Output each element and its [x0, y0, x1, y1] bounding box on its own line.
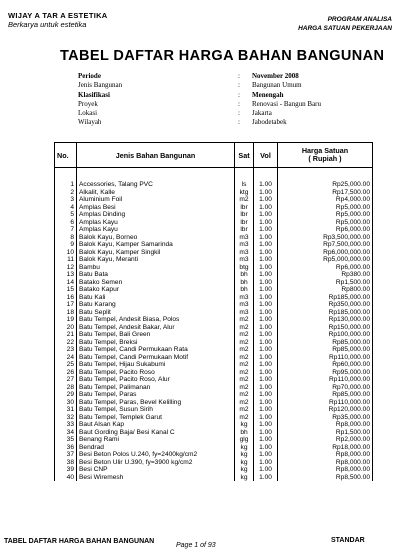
cell-no: 19 — [55, 316, 77, 324]
cell-no: 37 — [55, 451, 77, 459]
cell-name: Batako Semen — [77, 279, 235, 287]
price-table — [54, 142, 373, 481]
cell-price: Rp185,000.00 — [278, 294, 373, 302]
cell-no: 10 — [55, 249, 77, 257]
cell-vol: 1.00 — [254, 346, 278, 354]
cell-price: Rp85,000.00 — [278, 339, 373, 347]
table-row — [55, 226, 373, 234]
cell-price: Rp150,000.00 — [278, 324, 373, 332]
cell-unit: m2 — [235, 391, 254, 399]
cell-no: 35 — [55, 436, 77, 444]
table-row — [55, 369, 373, 377]
info-row — [78, 100, 321, 109]
page-number: Page 1 of 93 — [176, 542, 216, 549]
cell-unit: bh — [235, 429, 254, 437]
spacer-cell — [278, 168, 373, 182]
cell-name: Alkalit, Kalle — [77, 189, 235, 197]
cell-name: Balok Kayu, Borneo — [77, 234, 235, 242]
cell-vol: 1.00 — [254, 279, 278, 287]
cell-price: Rp1,500.00 — [278, 279, 373, 287]
table-row — [55, 271, 373, 279]
cell-no: 30 — [55, 399, 77, 407]
cell-no: 4 — [55, 204, 77, 212]
cell-price: Rp2,000.00 — [278, 436, 373, 444]
cell-no: 14 — [55, 279, 77, 287]
cell-no: 5 — [55, 211, 77, 219]
cell-vol: 1.00 — [254, 429, 278, 437]
info-label: Proyek — [78, 99, 98, 108]
cell-name: Besi Beton Polos U.240, fy=2400kg/cm2 — [77, 451, 235, 459]
cell-unit: m2 — [235, 316, 254, 324]
info-label: Wilayah — [78, 118, 102, 127]
cell-unit: m2 — [235, 369, 254, 377]
info-separator: : — [238, 99, 240, 108]
cell-no: 3 — [55, 196, 77, 204]
cell-unit: m2 — [235, 196, 254, 204]
cell-price: Rp18,000.00 — [278, 444, 373, 452]
cell-name: Accessories, Talang PVC — [77, 181, 235, 189]
spacer-cell — [254, 168, 278, 182]
cell-price: Rp85,000.00 — [278, 346, 373, 354]
cell-unit: m2 — [235, 354, 254, 362]
program-title: PROGRAM ANALISA — [327, 16, 392, 23]
table-row — [55, 196, 373, 204]
cell-unit: m2 — [235, 331, 254, 339]
cell-vol: 1.00 — [254, 406, 278, 414]
info-row — [78, 91, 321, 100]
cell-vol: 1.00 — [254, 301, 278, 309]
info-separator: : — [238, 72, 240, 80]
cell-no: 34 — [55, 429, 77, 437]
cell-no: 18 — [55, 309, 77, 317]
cell-no: 22 — [55, 339, 77, 347]
cell-price: Rp3,500,000.00 — [278, 234, 373, 242]
cell-vol: 1.00 — [254, 391, 278, 399]
price-header-unit: ( Rupiah ) — [308, 154, 342, 163]
cell-no: 15 — [55, 286, 77, 294]
cell-vol: 1.00 — [254, 226, 278, 234]
cell-name: Balok Kayu, Kamper Samarinda — [77, 241, 235, 249]
cell-vol: 1.00 — [254, 189, 278, 197]
cell-price: Rp110,000.00 — [278, 354, 373, 362]
table-row — [55, 376, 373, 384]
cell-price: Rp8,000.00 — [278, 459, 373, 467]
cell-name: Batako Kapur — [77, 286, 235, 294]
cell-no: 17 — [55, 301, 77, 309]
table-row — [55, 421, 373, 429]
cell-name: Batu Tempel, Candi Permukaan Motif — [77, 354, 235, 362]
cell-name: Benang Rami — [77, 436, 235, 444]
cell-unit: kg — [235, 466, 254, 474]
cell-unit: m2 — [235, 324, 254, 332]
cell-unit: m2 — [235, 406, 254, 414]
table-row — [55, 391, 373, 399]
cell-name: Bambu — [77, 264, 235, 272]
column-header-name: Jenis Bahan Bangunan — [77, 143, 235, 168]
cell-name: Batu Tempel, Pacito Roso, Alur — [77, 376, 235, 384]
cell-name: Amplas Kayu — [77, 226, 235, 234]
cell-unit: m3 — [235, 234, 254, 242]
table-row — [55, 279, 373, 287]
table-row — [55, 444, 373, 452]
cell-name: Aluminium Foil — [77, 196, 235, 204]
cell-name: Batu Seplit — [77, 309, 235, 317]
spacer-cell — [55, 168, 77, 182]
table-row — [55, 406, 373, 414]
cell-no: 9 — [55, 241, 77, 249]
price-header-label: Harga Satuan — [301, 146, 349, 155]
cell-price: Rp6,000,000.00 — [278, 249, 373, 257]
table-row — [55, 429, 373, 437]
cell-name: Batu Tempel, Palimanan — [77, 384, 235, 392]
cell-price: Rp100,000.00 — [278, 331, 373, 339]
cell-price: Rp110,000.00 — [278, 399, 373, 407]
info-separator: : — [238, 81, 240, 90]
cell-price: Rp85,000.00 — [278, 391, 373, 399]
table-row — [55, 474, 373, 482]
cell-name: Batu Tempel, Breksi — [77, 339, 235, 347]
cell-vol: 1.00 — [254, 339, 278, 347]
cell-price: Rp5,000,000.00 — [278, 256, 373, 264]
cell-unit: kg — [235, 444, 254, 452]
cell-vol: 1.00 — [254, 361, 278, 369]
info-row — [78, 81, 321, 90]
cell-vol: 1.00 — [254, 466, 278, 474]
cell-unit: kg — [235, 459, 254, 467]
cell-unit: ktg — [235, 189, 254, 197]
cell-vol: 1.00 — [254, 264, 278, 272]
cell-no: 39 — [55, 466, 77, 474]
cell-vol: 1.00 — [254, 354, 278, 362]
table-row — [55, 249, 373, 257]
cell-name: Amplas Besi — [77, 204, 235, 212]
cell-name: Batu Tempel, Paras, Bevel Kelilling — [77, 399, 235, 407]
cell-unit: bh — [235, 279, 254, 287]
cell-no: 25 — [55, 361, 77, 369]
cell-vol: 1.00 — [254, 444, 278, 452]
column-header-unit: Sat — [235, 143, 254, 168]
table-row — [55, 339, 373, 347]
column-header-price — [278, 143, 373, 168]
cell-vol: 1.00 — [254, 324, 278, 332]
cell-price: Rp8,000.00 — [278, 421, 373, 429]
cell-price: Rp380.00 — [278, 271, 373, 279]
cell-unit: kg — [235, 421, 254, 429]
cell-vol: 1.00 — [254, 459, 278, 467]
cell-price: Rp5,000.00 — [278, 211, 373, 219]
table-row — [55, 399, 373, 407]
cell-vol: 1.00 — [254, 294, 278, 302]
cell-no: 29 — [55, 391, 77, 399]
cell-price: Rp17,500.00 — [278, 189, 373, 197]
table-header-row — [55, 143, 373, 168]
cell-unit: m3 — [235, 309, 254, 317]
cell-no: 26 — [55, 369, 77, 377]
cell-no: 27 — [55, 376, 77, 384]
cell-price: Rp8,500.00 — [278, 474, 373, 482]
column-header-no: No. — [55, 143, 77, 168]
cell-unit: kg — [235, 451, 254, 459]
cell-vol: 1.00 — [254, 451, 278, 459]
table-row — [55, 346, 373, 354]
table-row — [55, 384, 373, 392]
cell-no: 36 — [55, 444, 77, 452]
cell-name: Batu Tempel, Pacito Roso — [77, 369, 235, 377]
info-value: Renovasi - Bangun Baru — [252, 99, 322, 108]
cell-vol: 1.00 — [254, 376, 278, 384]
cell-no: 40 — [55, 474, 77, 482]
cell-price: Rp6,000.00 — [278, 226, 373, 234]
table-row — [55, 264, 373, 272]
cell-unit: glg — [235, 436, 254, 444]
info-separator: : — [238, 90, 240, 99]
cell-price: Rp350,000.00 — [278, 301, 373, 309]
cell-no: 11 — [55, 256, 77, 264]
info-value: Menengah — [252, 90, 284, 99]
info-label: Periode — [78, 72, 101, 80]
table-spacer-row — [55, 168, 373, 182]
cell-name: Batu Tempel, Templek Garut — [77, 414, 235, 422]
cell-no: 2 — [55, 189, 77, 197]
cell-no: 13 — [55, 271, 77, 279]
cell-vol: 1.00 — [254, 241, 278, 249]
column-header-vol: Vol — [254, 143, 278, 168]
cell-price: Rp6,000.00 — [278, 264, 373, 272]
table-row — [55, 324, 373, 332]
program-subtitle: HARGA SATUAN PEKERJAAN — [298, 25, 392, 32]
spacer-cell — [77, 168, 235, 182]
cell-unit: m3 — [235, 241, 254, 249]
cell-name: Besi CNP — [77, 466, 235, 474]
cell-no: 38 — [55, 459, 77, 467]
cell-price: Rp110,000.00 — [278, 376, 373, 384]
cell-name: Batu Karang — [77, 301, 235, 309]
table-row — [55, 301, 373, 309]
cell-price: Rp7,500,000.00 — [278, 241, 373, 249]
cell-no: 20 — [55, 324, 77, 332]
table-row — [55, 309, 373, 317]
cell-price: Rp5,000.00 — [278, 219, 373, 227]
cell-no: 1 — [55, 181, 77, 189]
cell-name: Baut Gording Baja/ Besi Kanal C — [77, 429, 235, 437]
cell-vol: 1.00 — [254, 474, 278, 482]
cell-price: Rp35,000.00 — [278, 414, 373, 422]
footer-title: TABEL DAFTAR HARGA BAHAN BANGUNAN — [4, 538, 155, 545]
cell-vol: 1.00 — [254, 286, 278, 294]
cell-vol: 1.00 — [254, 249, 278, 257]
cell-name: Amplas Kayu — [77, 219, 235, 227]
cell-vol: 1.00 — [254, 181, 278, 189]
cell-no: 12 — [55, 264, 77, 272]
info-label: Klasifikasi — [78, 90, 110, 99]
table-row — [55, 451, 373, 459]
cell-unit: lbr — [235, 226, 254, 234]
cell-name: Besi Wiremesh — [77, 474, 235, 482]
cell-vol: 1.00 — [254, 219, 278, 227]
table-row — [55, 181, 373, 189]
table-row — [55, 459, 373, 467]
table-row — [55, 189, 373, 197]
info-row — [78, 109, 321, 118]
info-separator: : — [238, 109, 240, 118]
cell-name: Batu Tempel, Andesit Biasa, Polos — [77, 316, 235, 324]
cell-no: 33 — [55, 421, 77, 429]
cell-unit: kg — [235, 474, 254, 482]
table-row — [55, 286, 373, 294]
info-label: Jenis Bangunan — [78, 81, 123, 90]
cell-price: Rp4,000.00 — [278, 196, 373, 204]
cell-no: 21 — [55, 331, 77, 339]
cell-name: Balok Kayu, Kamper Singkil — [77, 249, 235, 257]
cell-vol: 1.00 — [254, 309, 278, 317]
cell-price: Rp8,000.00 — [278, 451, 373, 459]
cell-unit: btg — [235, 264, 254, 272]
table-row — [55, 234, 373, 242]
cell-name: Batu Tempel, Hijau Sukabumi — [77, 361, 235, 369]
cell-unit: m2 — [235, 376, 254, 384]
cell-name: Batu Tempel, Susun Sirih — [77, 406, 235, 414]
cell-unit: m2 — [235, 346, 254, 354]
cell-vol: 1.00 — [254, 204, 278, 212]
table-row — [55, 204, 373, 212]
table-row — [55, 294, 373, 302]
info-label: Lokasi — [78, 109, 98, 118]
cell-name: Bendrad — [77, 444, 235, 452]
info-value: Bangunan Umum — [252, 81, 302, 90]
table-row — [55, 414, 373, 422]
cell-name: Batu Bata — [77, 271, 235, 279]
cell-unit: m2 — [235, 414, 254, 422]
cell-no: 24 — [55, 354, 77, 362]
cell-unit: m3 — [235, 256, 254, 264]
cell-unit: bh — [235, 286, 254, 294]
table-row — [55, 466, 373, 474]
cell-no: 7 — [55, 226, 77, 234]
cell-no: 8 — [55, 234, 77, 242]
cell-price: Rp1,500.00 — [278, 429, 373, 437]
table-row — [55, 361, 373, 369]
cell-vol: 1.00 — [254, 384, 278, 392]
cell-unit: lbr — [235, 219, 254, 227]
cell-name: Batu Tempel, Paras — [77, 391, 235, 399]
table-row — [55, 219, 373, 227]
table-row — [55, 256, 373, 264]
info-separator: : — [238, 118, 240, 127]
cell-price: Rp60,000.00 — [278, 361, 373, 369]
cell-unit: m3 — [235, 249, 254, 257]
table-row — [55, 316, 373, 324]
cell-price: Rp130,000.00 — [278, 316, 373, 324]
cell-name: Batu Tempel, Bali Green — [77, 331, 235, 339]
cell-no: 31 — [55, 406, 77, 414]
cell-price: Rp95,000.00 — [278, 369, 373, 377]
cell-vol: 1.00 — [254, 421, 278, 429]
cell-name: Besi Beton Ulir U.390, fy=3900 kg/cm2 — [77, 459, 235, 467]
cell-no: 32 — [55, 414, 77, 422]
cell-vol: 1.00 — [254, 316, 278, 324]
cell-unit: m2 — [235, 399, 254, 407]
table-row — [55, 241, 373, 249]
cell-vol: 1.00 — [254, 414, 278, 422]
cell-name: Batu Tempel, Candi Permukaan Rata — [77, 346, 235, 354]
cell-name: Balok Kayu, Meranti — [77, 256, 235, 264]
cell-name: Batu Kali — [77, 294, 235, 302]
cell-name: Batu Tempel, Andesit Bakar, Alur — [77, 324, 235, 332]
cell-unit: ls — [235, 181, 254, 189]
info-row — [78, 118, 321, 127]
cell-vol: 1.00 — [254, 196, 278, 204]
project-info — [78, 72, 321, 128]
cell-price: Rp25,000.00 — [278, 181, 373, 189]
cell-vol: 1.00 — [254, 436, 278, 444]
cell-vol: 1.00 — [254, 211, 278, 219]
cell-unit: lbr — [235, 204, 254, 212]
cell-price: Rp185,000.00 — [278, 309, 373, 317]
cell-price: Rp800.00 — [278, 286, 373, 294]
table-row — [55, 211, 373, 219]
cell-no: 23 — [55, 346, 77, 354]
cell-name: Amplas Dinding — [77, 211, 235, 219]
company-name: WIJAY A TAR A ESTETIKA — [8, 11, 108, 20]
table-row — [55, 354, 373, 362]
table-row — [55, 436, 373, 444]
cell-unit: bh — [235, 271, 254, 279]
cell-unit: m3 — [235, 301, 254, 309]
info-value: Jabodetabek — [252, 118, 287, 127]
cell-unit: m2 — [235, 339, 254, 347]
spacer-cell — [235, 168, 254, 182]
info-value: November 2008 — [252, 72, 299, 80]
info-row — [78, 72, 321, 81]
cell-unit: m2 — [235, 384, 254, 392]
cell-unit: lbr — [235, 211, 254, 219]
company-tagline: Berkarya untuk estetika — [8, 20, 87, 29]
cell-name: Baut Alsan Kap — [77, 421, 235, 429]
cell-unit: m2 — [235, 361, 254, 369]
info-value: Jakarta — [252, 109, 272, 118]
cell-no: 16 — [55, 294, 77, 302]
cell-vol: 1.00 — [254, 271, 278, 279]
cell-no: 6 — [55, 219, 77, 227]
cell-vol: 1.00 — [254, 256, 278, 264]
cell-price: Rp5,000.00 — [278, 204, 373, 212]
cell-price: Rp120,000.00 — [278, 406, 373, 414]
footer-standard: STANDAR — [331, 537, 365, 544]
cell-unit: m3 — [235, 294, 254, 302]
cell-price: Rp8,000.00 — [278, 466, 373, 474]
cell-no: 28 — [55, 384, 77, 392]
cell-vol: 1.00 — [254, 234, 278, 242]
cell-vol: 1.00 — [254, 369, 278, 377]
cell-vol: 1.00 — [254, 331, 278, 339]
table-row — [55, 331, 373, 339]
cell-price: Rp70,000.00 — [278, 384, 373, 392]
cell-vol: 1.00 — [254, 399, 278, 407]
page-title: TABEL DAFTAR HARGA BAHAN BANGUNAN — [60, 48, 385, 64]
